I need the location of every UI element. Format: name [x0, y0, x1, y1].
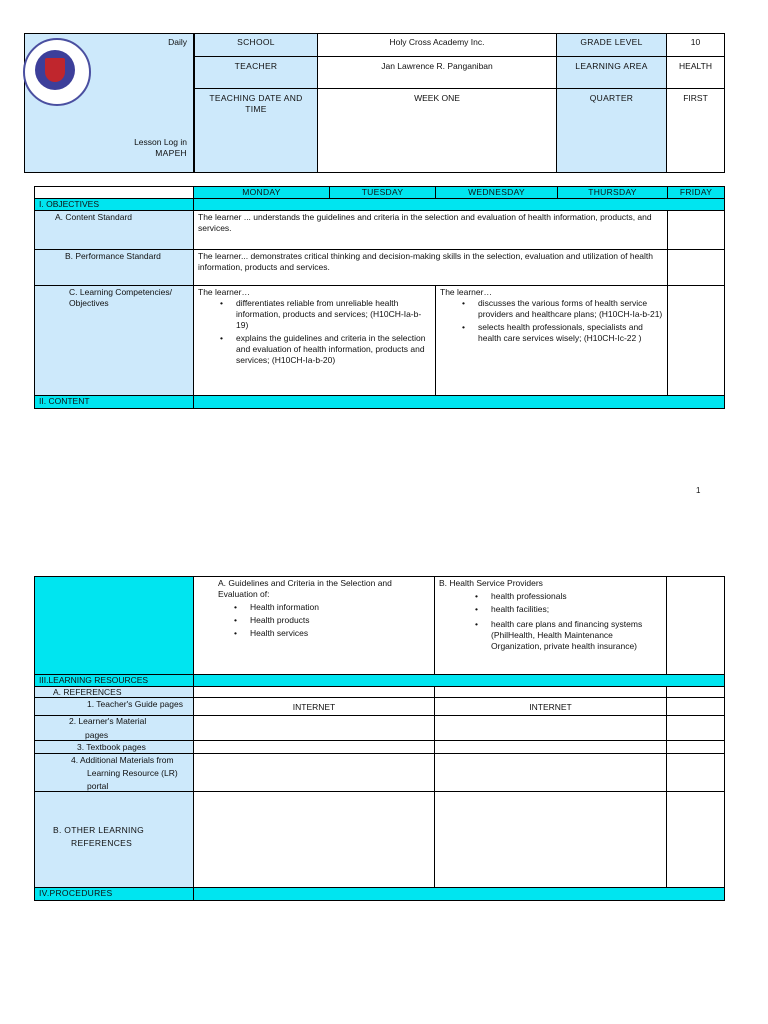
other-references-monday [193, 791, 435, 888]
quarter-value: FIRST [666, 88, 725, 173]
learning-resources-title: III.LEARNING RESOURCES [34, 674, 194, 687]
day-tuesday: TUESDAY [329, 186, 436, 199]
additional-materials-wednesday [434, 753, 667, 792]
other-references-label [34, 791, 194, 888]
list-item: • health professionals [453, 591, 662, 602]
textbook-monday [193, 740, 435, 754]
references-label: A. REFERENCES [34, 686, 194, 698]
list-item: • Health information [212, 602, 430, 613]
teacher-value: Jan Lawrence R. Panganiban [317, 56, 557, 89]
competencies-friday [667, 285, 725, 396]
objectives-section-title: I. OBJECTIVES [34, 198, 194, 211]
additional-materials-line2: Learning Resource (LR) [87, 768, 178, 778]
day-thursday: THURSDAY [557, 186, 668, 199]
content-left [193, 576, 435, 675]
performance-standard-label: B. Performance Standard [34, 249, 194, 286]
additional-materials-monday [193, 753, 435, 792]
performance-standard-friday [667, 249, 725, 286]
day-wednesday: WEDNESDAY [435, 186, 558, 199]
additional-materials-friday [666, 753, 725, 792]
textbook-friday [666, 740, 725, 754]
grade-level-value: 10 [666, 33, 725, 57]
learning-area-value: HEALTH [666, 56, 725, 89]
list-item: • explains the guidelines and criteria in the selection and evaluation of health information, products and services; (H10CH-Ia-b-20) [198, 333, 431, 366]
content-right [434, 576, 667, 675]
list-item: • Health services [212, 628, 430, 639]
teachers-guide-wednesday: INTERNET [434, 697, 667, 716]
subject-label: MAPEH [155, 148, 187, 158]
day-monday: MONDAY [193, 186, 330, 199]
competencies-left [193, 285, 436, 396]
teaching-date-value: WEEK ONE [317, 88, 557, 173]
content-left-heading: A. Guidelines and Criteria in the Selection and Evaluation of: [218, 578, 392, 599]
competencies-right-intro: The learner… [440, 287, 492, 297]
content-section-title: II. CONTENT [34, 395, 194, 409]
learners-material-wednesday [434, 715, 667, 741]
day-friday: FRIDAY [667, 186, 725, 199]
additional-materials-label [34, 753, 194, 792]
other-references-line1: B. OTHER LEARNING [53, 825, 145, 835]
learning-area-label: LEARNING AREA [556, 56, 667, 89]
quarter-label: QUARTER [556, 88, 667, 173]
procedures-title: IV.PROCEDURES [34, 887, 194, 901]
header-logo-cell [24, 33, 194, 173]
content-friday [666, 576, 725, 675]
content-section-fill [193, 395, 725, 409]
list-item: • discusses the various forms of health service providers and healthcare plans; (H10CH-Ia-b-21) [440, 298, 663, 320]
learners-material-line2: pages [85, 730, 109, 740]
teachers-guide-friday [666, 697, 725, 716]
learners-material-friday [666, 715, 725, 741]
list-item: • health facilities; [453, 604, 662, 615]
textbook-wednesday [434, 740, 667, 754]
list-item: • differentiates reliable from unreliable health information, products and services; (H10CH-Ia-b-19) [198, 298, 431, 331]
school-label: SCHOOL [194, 33, 318, 57]
textbook-label: 3. Textbook pages [34, 740, 194, 754]
other-references-line2: REFERENCES [71, 838, 133, 848]
content-standard-label: A. Content Standard [34, 210, 194, 250]
learners-material-label [34, 715, 194, 741]
content-right-heading: B. Health Service Providers [439, 578, 543, 588]
learners-material-monday [193, 715, 435, 741]
list-item: • health care plans and financing systems (PhilHealth, Health Maintenance Organization, private health insurance) [453, 619, 662, 652]
content-standard-text: The learner ... understands the guidelines and criteria in the selection and evaluation of health information, products, and services. [193, 210, 668, 250]
other-references-friday [666, 791, 725, 888]
content-label-cell [34, 576, 194, 675]
competencies-left-intro: The learner… [198, 287, 250, 297]
lesson-log-label: Lesson Log in [134, 137, 187, 147]
content-standard-friday [667, 210, 725, 250]
competencies-right [435, 285, 668, 396]
additional-materials-line1: 4. Additional Materials from [71, 755, 174, 765]
teaching-date-label: TEACHING DATE AND TIME [194, 88, 318, 173]
page-number: 1 [696, 486, 701, 495]
list-item: • Health products [212, 615, 430, 626]
teachers-guide-label: 1. Teacher's Guide pages [34, 697, 194, 716]
competencies-label: C. Learning Competencies/ Objectives [34, 285, 194, 396]
additional-materials-line3: portal [87, 781, 109, 791]
procedures-fill [193, 887, 725, 901]
list-item: • selects health professionals, specialists and health care services wisely; (H10CH-Ic-22 ) [440, 322, 663, 344]
grade-level-label: GRADE LEVEL [556, 33, 667, 57]
school-value: Holy Cross Academy Inc. [317, 33, 557, 57]
other-references-wednesday [434, 791, 667, 888]
performance-standard-text: The learner... demonstrates critical thinking and decision-making skills in the selection, evaluation and utilization of health information, products and services. [193, 249, 668, 286]
teachers-guide-monday: INTERNET [193, 697, 435, 716]
deped-seal-icon [23, 38, 91, 106]
daily-label: Daily [168, 37, 187, 47]
learners-material-line1: 2. Learner's Material [69, 716, 147, 726]
teacher-label: TEACHER [194, 56, 318, 89]
